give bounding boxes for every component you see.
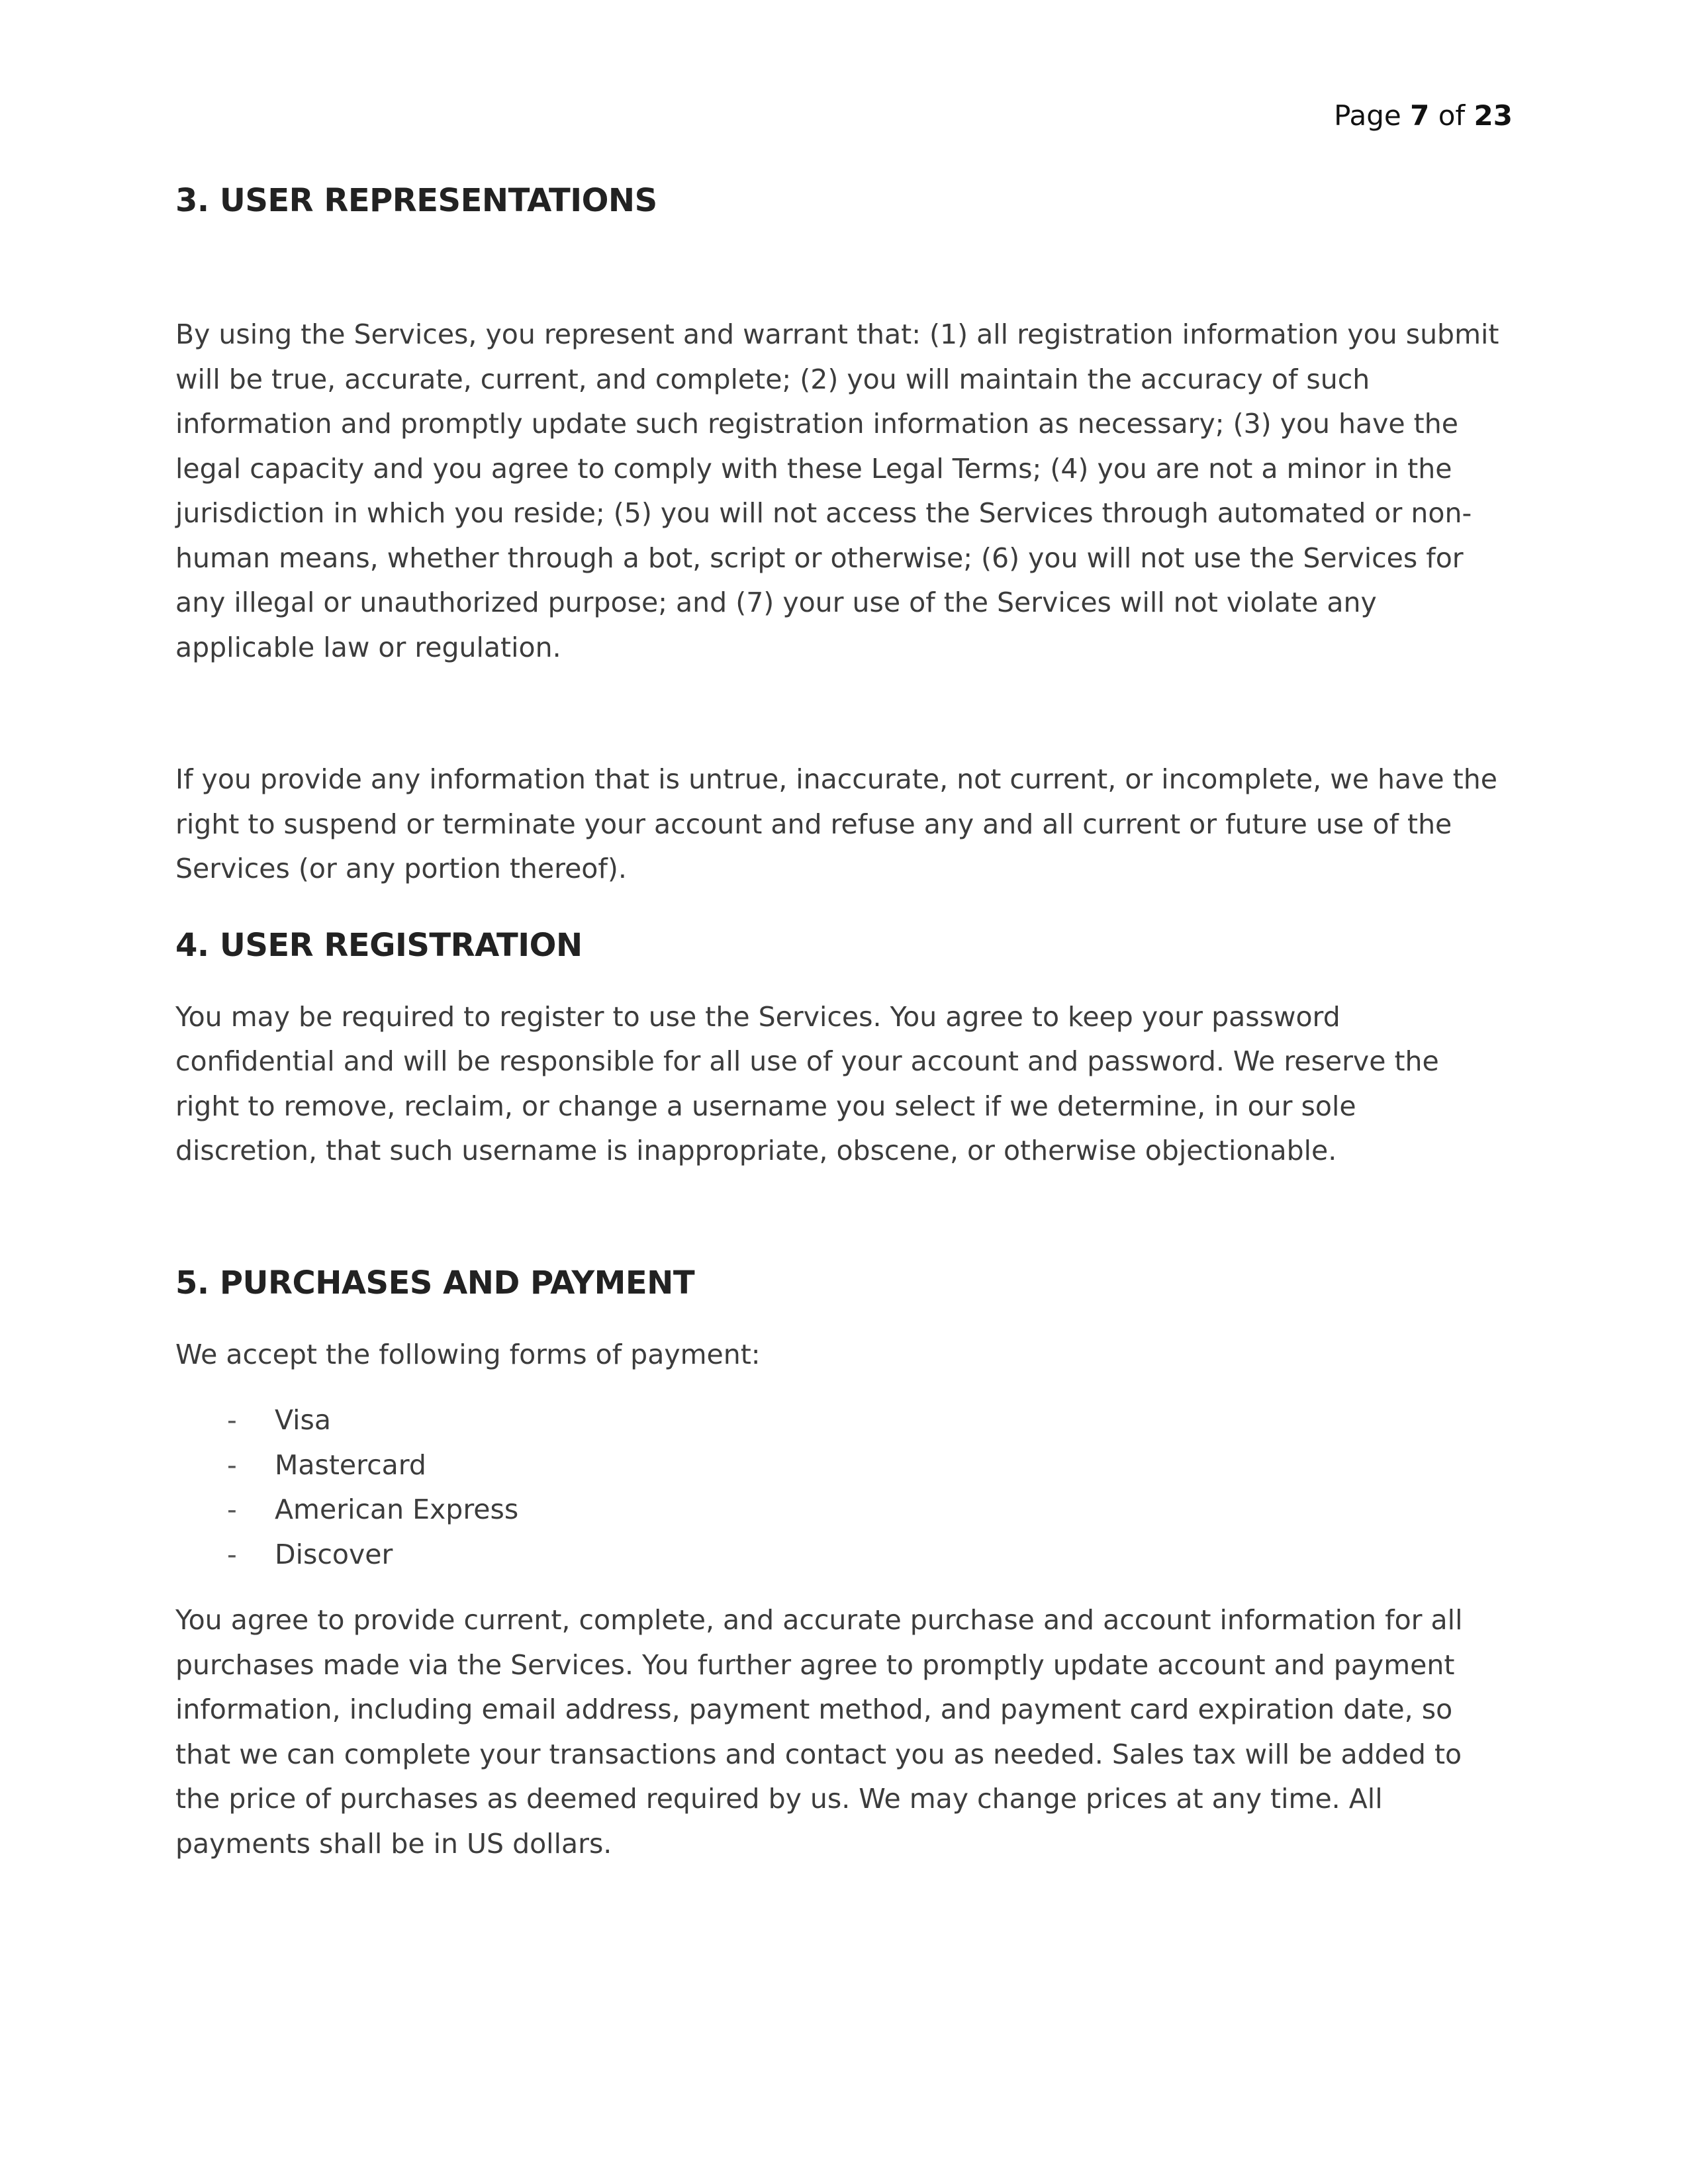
section-user-representations (175, 179, 1506, 892)
section-paragraph: If you provide any information that is untrue, inaccurate, not current, or incomplete, we have the right to suspend or terminate your account and refuse any and all current or future use of the Services (or any portion thereof). (175, 763, 1497, 884)
payment-methods-list (175, 1398, 1506, 1577)
dash-bullet: - (227, 1538, 237, 1570)
list-item (175, 1488, 1506, 1533)
page-of: of (1438, 99, 1466, 132)
current-page: 7 (1410, 99, 1430, 132)
list-item (175, 1533, 1506, 1578)
section-purchases-and-payment (175, 1261, 1506, 1867)
payment-method: American Express (275, 1494, 519, 1525)
list-item (175, 1443, 1506, 1488)
section-heading: 4. USER REGISTRATION (175, 926, 583, 964)
total-pages: 23 (1474, 99, 1513, 132)
payment-intro: We accept the following forms of payment: (175, 1338, 761, 1370)
dash-bullet: - (227, 1494, 237, 1525)
dash-bullet: - (227, 1404, 237, 1436)
payment-method: Visa (275, 1404, 332, 1436)
document-body (175, 179, 1506, 1866)
payment-method: Mastercard (275, 1448, 426, 1481)
list-item (175, 1398, 1506, 1443)
section-paragraph: You may be required to register to use the Services. You agree to keep your password confidential and will be responsible for all use of your account and password. We reserve the right to remove, reclaim, or change a username you select if we determine, in our sole discretion, that such username is inappropriate, obscene, or otherwise objectionable. (175, 1000, 1439, 1166)
section-paragraph: You agree to provide current, complete, and accurate purchase and account information for all purchases made via the Services. You further agree to promptly update account and payment information, including email address, payment method, and payment card expiration date, so that we can complete your transactions and contact you as needed. Sales tax will be added to the price of purchases as deemed required by us. We may change prices at any time. All payments shall be in US dollars. (175, 1604, 1463, 1860)
section-heading: 5. PURCHASES AND PAYMENT (175, 1264, 695, 1302)
section-paragraph: By using the Services, you represent and warrant that: (1) all registration information you submit will be true, accurate, current, and complete; (2) you will maintain the accuracy of such information and promptly update such registration information as necessary; (3) you have the legal capacity and you agree to comply with these Legal Terms; (4) you are not a minor in the jurisdiction in which you reside; (5) you will not access the Services through automated or non-human means, whether through a bot, script or otherwise; (6) you will not use the Services for any illegal or unauthorized purpose; and (7) your use of the Services will not violate any applicable law or regulation. (175, 318, 1499, 663)
payment-method: Discover (275, 1538, 393, 1570)
section-heading: 3. USER REPRESENTATIONS (175, 182, 657, 219)
section-user-registration (175, 924, 1506, 1174)
page-prefix: Page (1334, 99, 1401, 132)
dash-bullet: - (227, 1448, 237, 1481)
page-number (1334, 99, 1513, 132)
